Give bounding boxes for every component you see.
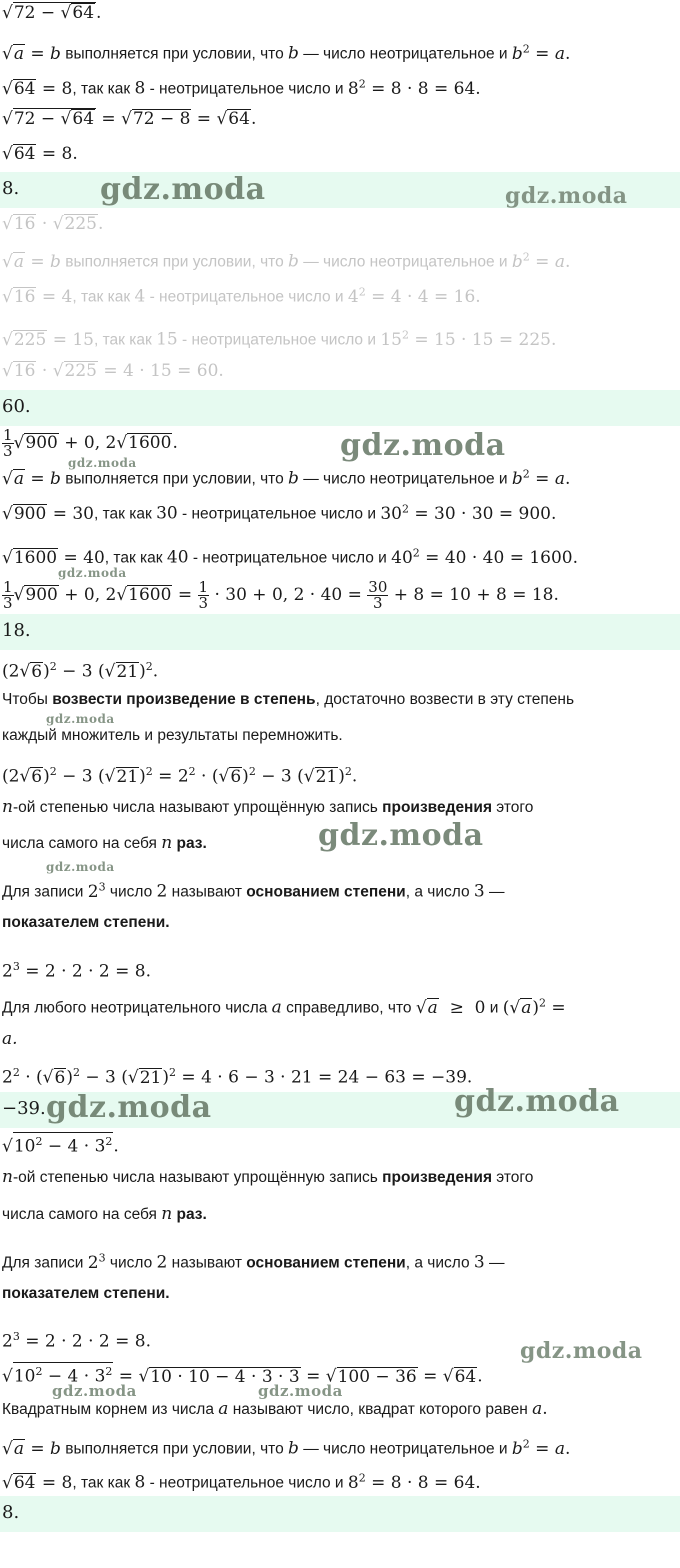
task4-property-tail: a. (2, 1029, 18, 1049)
task4-result: $2^2 \cdot (√6)^2 - 3$ $(√21)^2 = 4 \cdot 6 - 3 \cdot 21 = 24 - 63 = -39$. (2, 1066, 473, 1088)
task4-power-def-1: n-ой степенью числа называют упрощённую запись произведения этого (2, 797, 534, 817)
watermark: gdz.moda (68, 456, 137, 470)
answer-3: 18. (2, 620, 31, 641)
task2-sqrt16: √16 = 4, так как 4 - неотрицательное число и $4^2 = 4 \cdot 4 = 16$. (2, 285, 481, 307)
task3-expression: $\frac{1}{3}$ √900 + 0, 2√1600. (3, 426, 178, 460)
watermark: gdz.moda (318, 818, 484, 853)
task1-step: √72 − √64 = √72 − 8 = √64. (2, 109, 257, 129)
watermark: gdz.moda (52, 1382, 137, 1400)
task5-expression: $√10^2 - 4 \cdot 3^2$. (2, 1132, 680, 1158)
watermark: gdz.moda (58, 566, 127, 580)
answer-row-3 (0, 614, 680, 650)
task1-sqrt-rule: √a = b выполняется при условии, что b — число неотрицательное и $b^2 = a$. (2, 42, 571, 64)
watermark: gdz.moda (100, 172, 266, 207)
watermark: gdz.moda (340, 428, 506, 463)
task5-power-example: $2^3 = 2 \cdot 2 \cdot 2 = 8$. (2, 1330, 152, 1352)
task5-sqrt-rule: √a = b выполняется при условии, что b — число неотрицательное и $b^2 = a$. (2, 1437, 571, 1459)
watermark: gdz.moda (505, 183, 628, 209)
answer-5: 8. (2, 1502, 20, 1523)
task4-step-1: $(2√6)^2 - 3$ $(√21)^2 = 2^2 \cdot (√6)^2 - 3$ $(√21)^2$. (2, 765, 358, 787)
task3-sqrt-rule: √a = b выполняется при условии, что b — число неотрицательное и $b^2 = a$. (2, 467, 571, 489)
task4-power-def-2: числа самого на себя n раз. (2, 833, 207, 853)
task2-sqrt-rule: √a = b выполняется при условии, что b — число неотрицательное и $b^2 = a$. (2, 250, 571, 272)
task5-power-def-2: числа самого на себя n раз. (2, 1204, 207, 1224)
task3-result: $\frac{1}{3}$ √900 + 0, 2√1600 = $\frac{1}{3}$ · 30 + 0, 2 · 40 = $\frac{30}{3}$ + 8 = 10 + 8 = 18. (3, 578, 559, 612)
task4-rule-1: Чтобы возвести произведение в степень, достаточно возвести в эту степень (2, 691, 575, 708)
task2-sqrt225: √225 = 15, так как 15 - неотрицательное число и $15^2 = 15 \cdot 15 = 225$. (2, 328, 557, 350)
answer-1: 8. (2, 178, 20, 199)
task4-expression: $(2√6)^2 - 3$ $(√21)^2$. (2, 660, 159, 682)
task5-base-def: Для записи $2^3$ число 2 называют основанием степени, а число 3 — (2, 1251, 505, 1273)
task1-expression: √72 − √64 . (2, 3, 102, 23)
answer-4: −39. (2, 1098, 46, 1119)
watermark: gdz.moda (46, 860, 115, 874)
answer-2: 60. (2, 396, 31, 417)
task2-expression: √16 · √225. (2, 214, 104, 234)
task5-exp-def: показателем степени. (2, 1285, 170, 1302)
task5-sqrt64: √64 = 8, так как 8 - неотрицательное число и $8^2 = 8 \cdot 8 = 64$. (2, 1471, 481, 1493)
task1-result: √64 = 8. (2, 144, 78, 164)
task4-property: Для любого неотрицательного числа a справедливо, что √a ≥ 0 и $(√a)^2$ = (2, 996, 566, 1018)
task4-base-def: Для записи $2^3$ число 2 называют основанием степени, а число 3 — (2, 880, 505, 902)
answer-row-2 (0, 390, 680, 426)
task1-sqrt64: √64 = 8, так как 8 - неотрицательное число и $8^2 = 8 \cdot 8 = 64$. (2, 77, 481, 99)
task5-step: $√10^2 - 4 \cdot 3^2 = √10 \cdot 10 - 4 \cdot 3 \cdot 3 = √100 - 36 = √64$. (2, 1362, 680, 1388)
answer-row-5 (0, 1496, 680, 1532)
task2-result: √16 · √225 = 4 · 15 = 60. (2, 361, 224, 381)
task5-sqrt-def: Квадратным корнем из числа a называют число, квадрат которого равен a. (2, 1399, 548, 1419)
task3-sqrt1600: √1600 = 40, так как 40 - неотрицательное число и $40^2 = 40 \cdot 40 = 1600$. (2, 546, 579, 568)
task4-power-example: $2^3 = 2 \cdot 2 \cdot 2 = 8$. (2, 960, 152, 982)
task5-power-def-1: n-ой степенью числа называют упрощённую запись произведения этого (2, 1167, 534, 1187)
watermark: gdz.moda (520, 1338, 643, 1364)
task4-exp-def: показателем степени. (2, 914, 170, 931)
watermark: gdz.moda (46, 1090, 212, 1125)
watermark: gdz.moda (454, 1084, 620, 1119)
task4-rule-2: каждый множитель и результаты перемножить. (2, 727, 343, 744)
task3-sqrt900: √900 = 30, так как 30 - неотрицательное число и $30^2 = 30 \cdot 30 = 900$. (2, 502, 557, 524)
watermark: gdz.moda (46, 712, 115, 726)
watermark: gdz.moda (258, 1382, 343, 1400)
